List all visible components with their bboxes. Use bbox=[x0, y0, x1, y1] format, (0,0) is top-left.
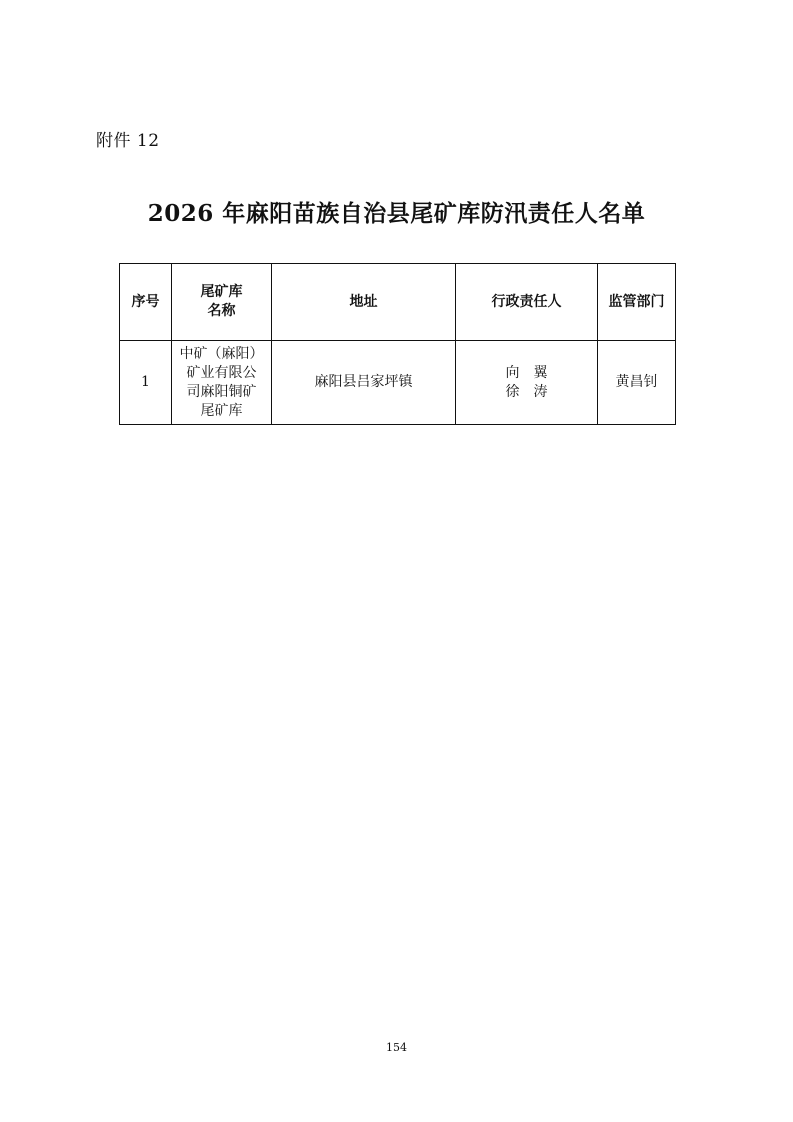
admin-person-name: 向 翼 bbox=[505, 364, 548, 381]
column-header-address: 地址 bbox=[272, 264, 456, 341]
cell-admin-persons bbox=[456, 341, 598, 425]
column-header-tailings-name: 尾矿库 名称 bbox=[172, 264, 272, 341]
admin-person-name: 徐 涛 bbox=[505, 383, 548, 400]
cell-supervisor: 黄昌钊 bbox=[598, 341, 676, 425]
cell-address: 麻阳县吕家坪镇 bbox=[272, 341, 456, 425]
column-header-seq: 序号 bbox=[120, 264, 172, 341]
cell-tailings-name: 中矿（麻阳） 矿业有限公 司麻阳铜矿 尾矿库 bbox=[172, 341, 272, 425]
column-header-admin-person: 行政责任人 bbox=[456, 264, 598, 341]
column-header-supervisor: 监管部门 bbox=[598, 264, 676, 341]
page-number: 154 bbox=[386, 1041, 407, 1054]
responsible-persons-table bbox=[119, 263, 676, 425]
table-header-row bbox=[120, 264, 676, 341]
document-title: 2026 年麻阳苗族自治县尾矿库防汛责任人名单 bbox=[147, 200, 646, 227]
cell-seq: 1 bbox=[120, 341, 172, 425]
attachment-label: 附件 12 bbox=[96, 131, 160, 151]
table-row bbox=[120, 341, 676, 425]
